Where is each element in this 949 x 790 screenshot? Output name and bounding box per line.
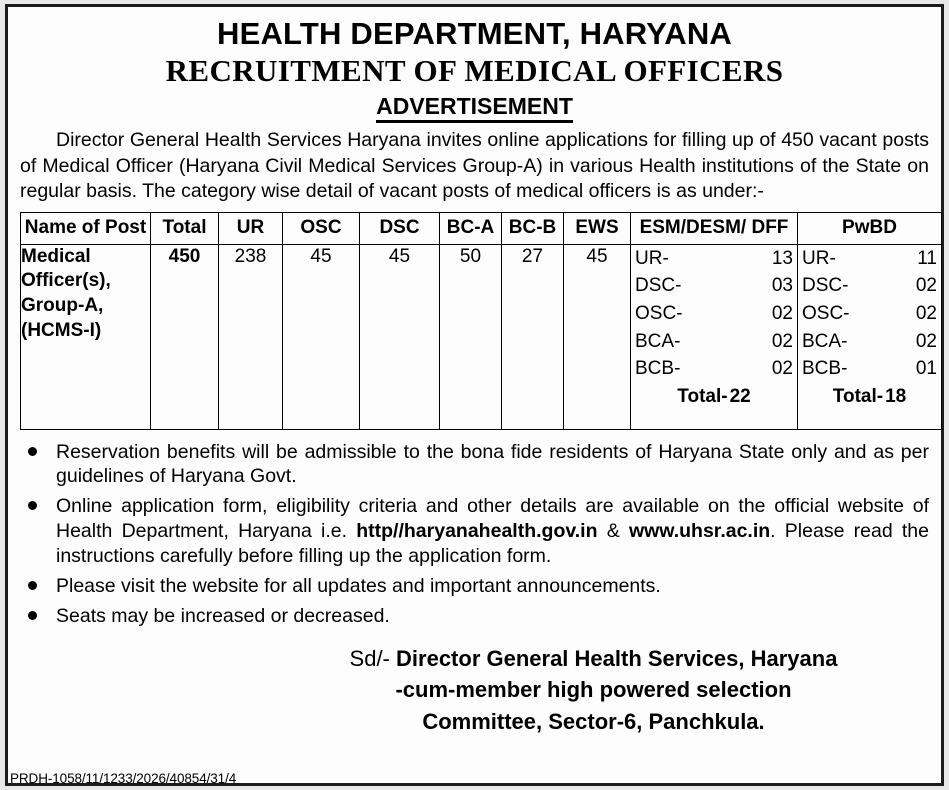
esm-item-value: 02 <box>771 330 793 352</box>
col-header-ews: EWS <box>564 213 631 244</box>
pwbd-total-value: 18 <box>885 386 907 408</box>
intro-paragraph: Director General Health Services Haryana invites online applications for filling up of 450 vacant posts of Medical Officer (Haryana Civil Medical Services Group-A) in various Health institutions of the State on regular basis. The category wise detail of vacant posts of medical officers is as under:- <box>20 129 929 202</box>
esm-item-label: OSC- <box>635 303 683 324</box>
page-title-advertisement <box>8 94 941 119</box>
signature-line-3: Committee, Sector-6, Panchkula. <box>422 708 765 734</box>
col-header-name-of-post: Name of Post <box>21 213 151 244</box>
bullet-icon <box>28 581 37 590</box>
pwbd-item-label: UR- <box>802 247 836 269</box>
esm-item-label: BCA- <box>635 330 681 352</box>
pwbd-item <box>798 300 941 328</box>
vacancy-table <box>20 212 942 429</box>
cell-osc: 45 <box>283 244 360 429</box>
pwbd-item <box>798 355 941 383</box>
pwbd-item <box>798 245 941 273</box>
signature-line-1: Director General Health Services, Haryana <box>396 646 838 672</box>
pwbd-item-value: 01 <box>915 358 937 380</box>
col-header-pwbd: PwBD <box>798 213 942 244</box>
page-title-department: HEALTH DEPARTMENT, HARYANA <box>217 16 732 51</box>
col-header-total: Total <box>151 213 219 244</box>
pwbd-item-value: 02 <box>915 275 937 297</box>
cell-bc-a: 50 <box>440 244 502 429</box>
page-title-recruitment: RECRUITMENT OF MEDICAL OFFICERS <box>165 53 784 89</box>
pwbd-item <box>798 272 941 300</box>
advertisement-label: ADVERTISEMENT <box>376 93 573 123</box>
note-text: Please visit the website for all updates and important announcements. <box>56 575 661 598</box>
cell-ews: 45 <box>564 244 631 429</box>
signature-line-2: -cum-member high powered selection <box>395 677 792 703</box>
list-item <box>20 494 929 569</box>
note-text-ampersand: & <box>597 520 629 543</box>
bullet-icon <box>28 611 37 620</box>
pwbd-total-row <box>798 383 941 411</box>
list-item <box>20 574 929 599</box>
signature-block <box>8 643 929 737</box>
esm-item-label: BCB- <box>635 358 681 380</box>
esm-item-value: 02 <box>771 358 793 380</box>
esm-item <box>631 300 797 328</box>
esm-item <box>631 272 797 300</box>
list-item <box>20 440 929 490</box>
esm-item <box>631 328 797 356</box>
table-header-row <box>21 213 942 244</box>
notes-list <box>20 440 929 630</box>
table-row <box>21 244 942 429</box>
website-link-uhsr[interactable]: www.uhsr.ac.in <box>628 520 771 543</box>
esm-item-value: 13 <box>771 247 793 269</box>
esm-total-value: 22 <box>729 386 751 408</box>
col-header-osc: OSC <box>283 213 360 244</box>
pwbd-item <box>798 328 941 356</box>
esm-item <box>631 245 797 273</box>
note-text: Reservation benefits will be admissible to the bona fide residents of Haryana State only and as per guidelines of Haryana Govt. <box>56 440 929 488</box>
pwbd-item-label: OSC- <box>802 303 850 324</box>
cell-total: 450 <box>151 244 219 429</box>
esm-item-label: UR- <box>635 247 669 269</box>
col-header-dsc: DSC <box>360 213 440 244</box>
bullet-icon <box>28 447 37 456</box>
cell-ur: 238 <box>219 244 283 429</box>
website-link-haryanahealth[interactable]: http//haryanahealth.gov.in <box>356 520 598 543</box>
cell-dsc: 45 <box>360 244 440 429</box>
pwbd-item-label: BCB- <box>802 358 848 380</box>
note-text-part2: . Please read the instructions carefully before filling up the application form. <box>56 520 929 568</box>
cell-esm-breakdown <box>631 244 798 429</box>
note-text: Seats may be increased or decreased. <box>56 605 390 628</box>
esm-item <box>631 355 797 383</box>
signature-sd-label: Sd/- <box>349 646 390 672</box>
bullet-icon <box>28 501 37 510</box>
reference-number: PRDH-1058/11/1233/2026/40854/31/4 <box>10 771 237 786</box>
pwbd-item-label: DSC- <box>802 275 849 297</box>
pwbd-total-label: Total- <box>832 386 884 408</box>
pwbd-item-label: BCA- <box>802 330 848 352</box>
pwbd-item-value: 02 <box>915 330 937 352</box>
esm-item-label: DSC- <box>635 275 682 297</box>
note-text-part1: Online application form, eligibility criteria and other details are available on the official website of Health Department, Haryana i.e. <box>56 495 929 543</box>
cell-pwbd-breakdown <box>798 244 942 429</box>
vacancy-table-wrapper <box>20 212 937 429</box>
col-header-bc-b: BC-B <box>502 213 564 244</box>
esm-total-row <box>631 383 797 411</box>
cell-bc-b: 27 <box>502 244 564 429</box>
page-content <box>8 7 941 783</box>
col-header-ur: UR <box>219 213 283 244</box>
cell-post-name: Medical Officer(s), Group-A, (HCMS-I) <box>21 244 151 429</box>
esm-item-value: 03 <box>771 275 793 297</box>
list-item <box>20 604 929 629</box>
esm-total-label: Total- <box>677 386 728 408</box>
esm-item-value: 02 <box>771 303 793 324</box>
pwbd-item-value: 02 <box>915 303 937 324</box>
page-border-frame <box>5 4 944 786</box>
col-header-bc-a: BC-A <box>440 213 502 244</box>
pwbd-item-value: 11 <box>917 247 937 269</box>
col-header-esm-desm-dff: ESM/DESM/ DFF <box>631 213 798 244</box>
